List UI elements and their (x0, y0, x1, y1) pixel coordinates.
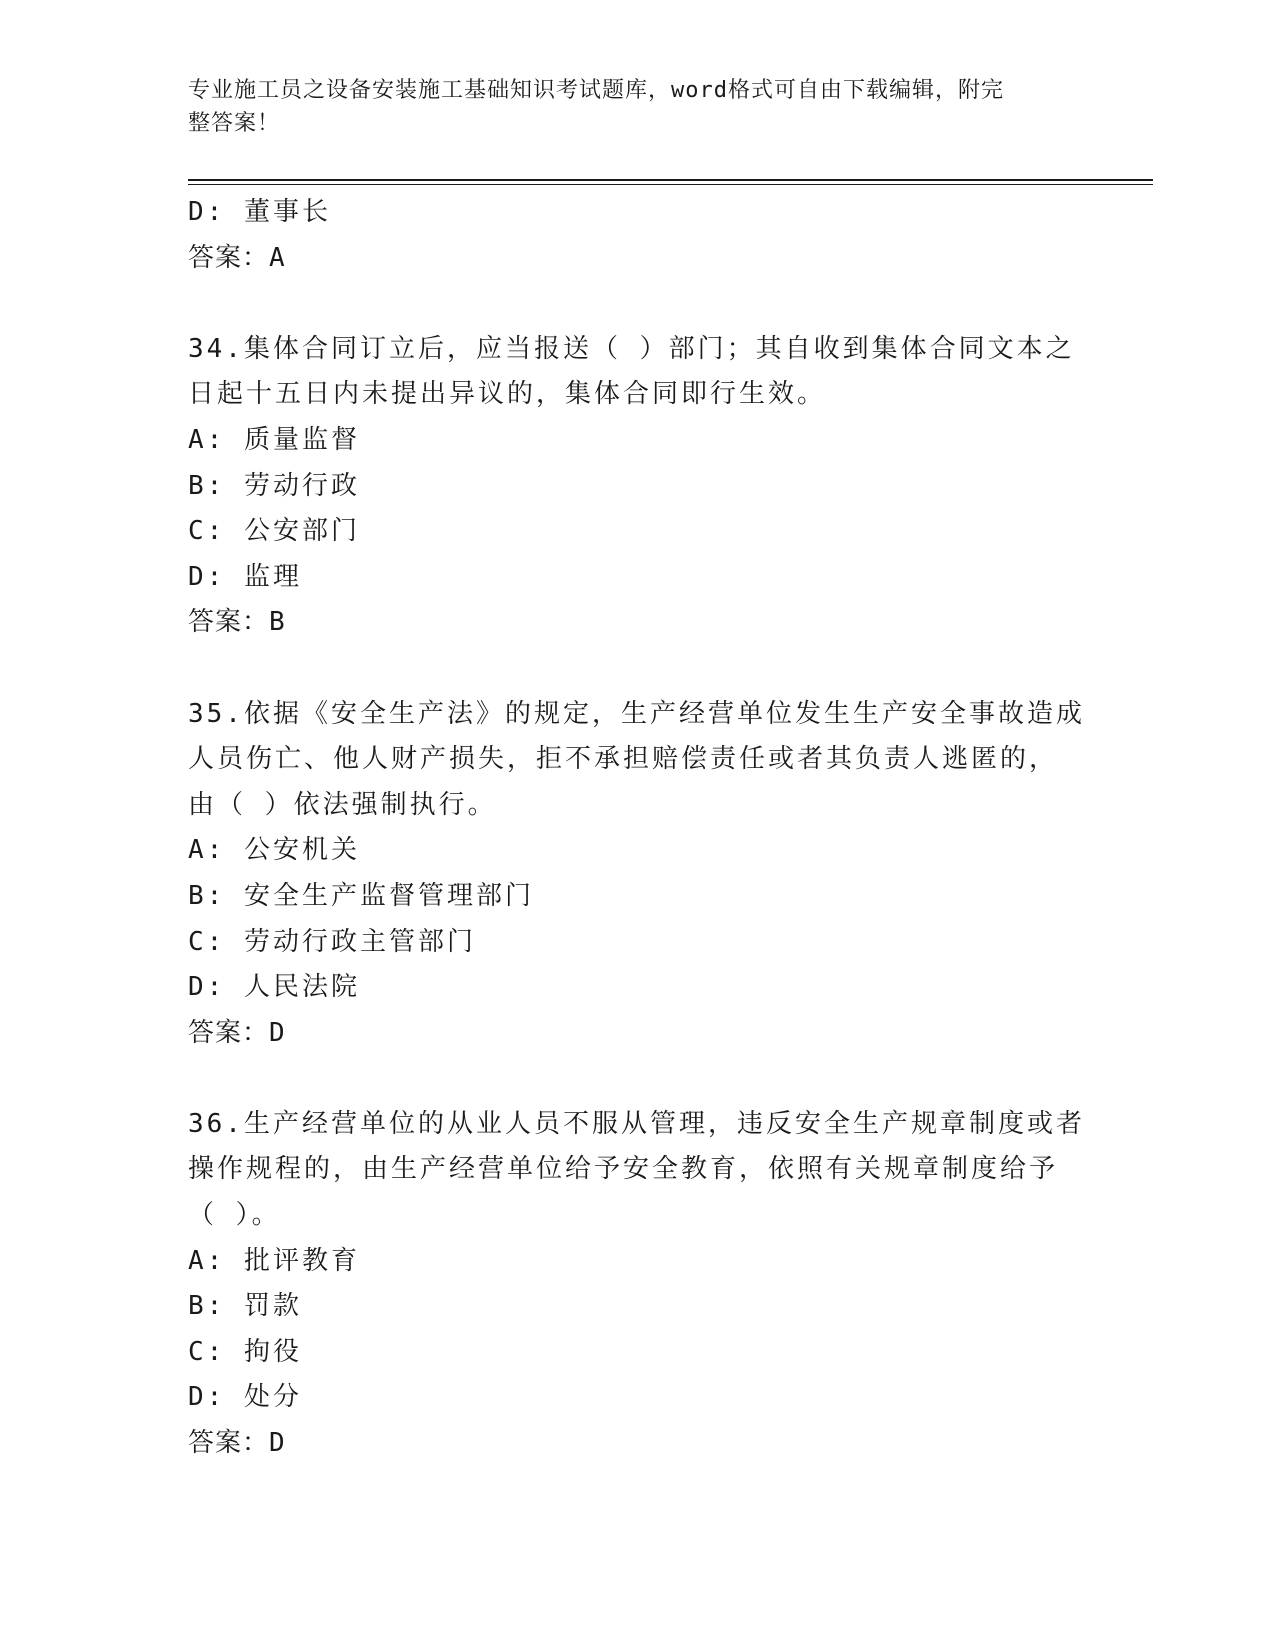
question-text-line: 由（ ）依法强制执行。 (188, 789, 497, 820)
question-text-line: 操作规程的，由生产经营单位给予安全教育，依照有关规章制度给予 (188, 1154, 1059, 1185)
header-text-line-1: 专业施工员之设备安装施工基础知识考试题库，word格式可自由下载编辑，附完 (188, 78, 1004, 103)
option-d: D: 董事长 (188, 197, 331, 227)
question-text-line: 35.依据《安全生产法》的规定，生产经营单位发生生产安全事故造成 (188, 698, 1085, 729)
option-a: A: 质量监督 (188, 424, 360, 455)
spacer (188, 1056, 1088, 1102)
option-d: D: 人民法院 (188, 972, 360, 1003)
answer-line: 答案：A (188, 242, 286, 273)
answer-line: 答案：B (188, 607, 286, 638)
option-b: B: 劳动行政 (188, 470, 360, 501)
page-header (188, 74, 1068, 140)
option-b: B: 罚款 (188, 1291, 302, 1322)
answer-line: 答案：D (188, 1428, 286, 1459)
option-a: A: 批评教育 (188, 1245, 360, 1276)
option-d: D: 处分 (188, 1382, 302, 1413)
previous-question-tail (188, 190, 1088, 281)
question-34 (188, 327, 1088, 646)
question-35 (188, 692, 1088, 1057)
header-divider-thick (188, 179, 1153, 181)
spacer (188, 281, 1088, 327)
option-c: C: 拘役 (188, 1336, 302, 1367)
question-text-line: 人员伤亡、他人财产损失，拒不承担赔偿责任或者其负责人逃匿的， (188, 744, 1059, 775)
answer-line: 答案：D (188, 1017, 286, 1048)
question-36 (188, 1102, 1088, 1467)
question-text-line: 36.生产经营单位的从业人员不服从管理，违反安全生产规章制度或者 (188, 1108, 1085, 1139)
question-text-line: 34.集体合同订立后，应当报送（ ）部门；其自收到集体合同文本之 (188, 333, 1075, 364)
question-text-line: 日起十五日内未提出异议的，集体合同即行生效。 (188, 379, 827, 410)
question-list (188, 190, 1088, 1467)
question-text-line: （ ）。 (188, 1200, 281, 1231)
spacer (188, 646, 1088, 692)
option-c: C: 劳动行政主管部门 (188, 926, 476, 957)
header-divider-thin (188, 184, 1153, 185)
option-d: D: 监理 (188, 561, 302, 592)
option-a: A: 公安机关 (188, 835, 360, 866)
option-b: B: 安全生产监督管理部门 (188, 880, 534, 911)
header-text-line-2: 整答案！ (188, 111, 281, 136)
option-c: C: 公安部门 (188, 516, 360, 547)
